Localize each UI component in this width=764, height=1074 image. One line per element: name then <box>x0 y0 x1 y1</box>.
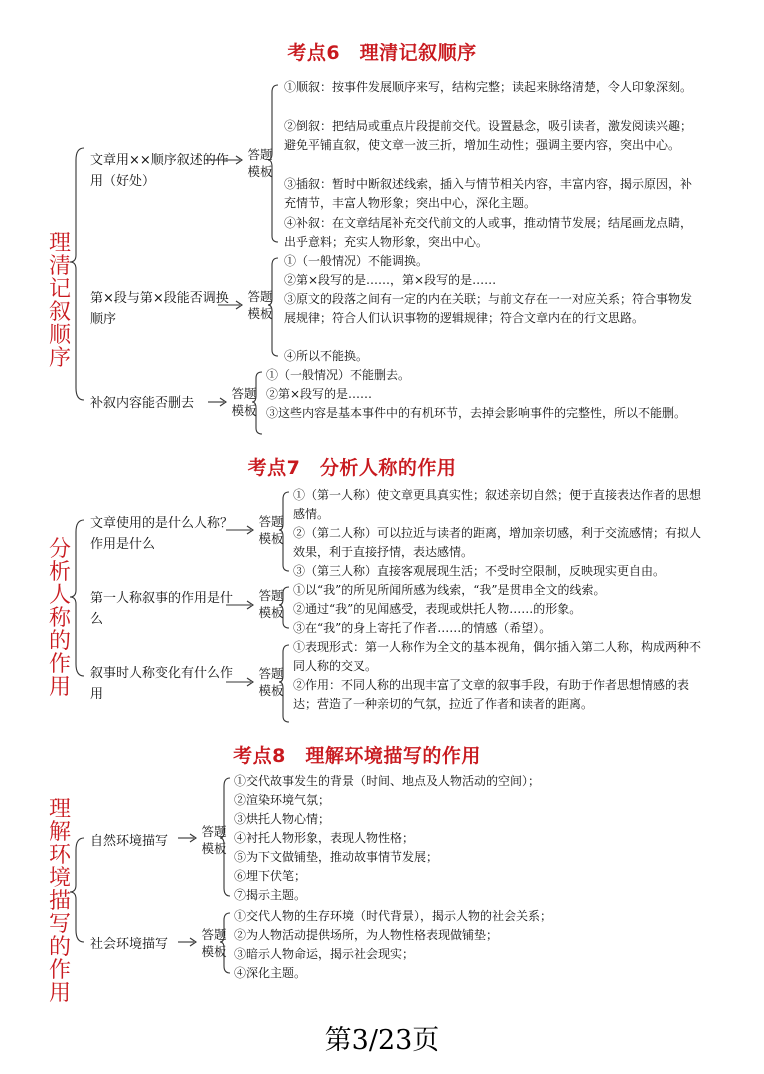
list-item: ①顺叙：按事件发展顺序来写，结构完整；读起来脉络清楚，令人印象深刻。 <box>284 80 693 94</box>
list-item: ①表现形式：第一人称作为全文的基本视角，偶尔插入第二人称，构成两种不同人称的交叉。 <box>293 640 702 673</box>
section-title-6: 考点6 理清记叙顺序 <box>287 42 477 64</box>
list-item: ④所以不能换。 <box>284 349 369 363</box>
list-item: ②渲染环境气氛； <box>234 793 331 807</box>
answer-template-label: 答题模板 <box>258 514 284 546</box>
list-item: ②第×段写的是……，第×段写的是…… <box>284 273 497 287</box>
list-item: ①（一般情况）不能调换。 <box>284 254 429 268</box>
list-item: ⑤为下文做铺垫，推动故事情节发展； <box>234 850 439 864</box>
section-title-8: 考点8 理解环境描写的作用 <box>233 745 481 767</box>
list-item: ①以“我”的所见所闻所感为线索，“我”是贯串全文的线索。 <box>293 583 606 597</box>
question-supplement-delete: 补叙内容能否删去 <box>90 396 195 411</box>
question-which-person: 文章使用的是什么人称？作用是什么 <box>90 516 234 552</box>
list-item: ②倒叙：把结局或重点片段提前交代。设置悬念，吸引读者，激发阅读兴趣；避免平铺直叙，使文章一波三折，增加生动性；强调主要内容，突出中心。 <box>284 119 693 152</box>
list-item: ①交代故事发生的背景（时间、地点及人物活动的空间）； <box>234 774 541 788</box>
brace-section-7 <box>70 520 84 676</box>
answer-template-label: 答题模板 <box>201 824 227 856</box>
question-social-environment: 社会环境描写 <box>90 937 169 952</box>
page-number: 第3/23页 <box>324 1025 440 1056</box>
answer-template-label: 答题模板 <box>258 588 284 620</box>
answer-template-label: 答题模板 <box>201 927 227 959</box>
question-swap-order: 第×段与第×段能否调换顺序 <box>90 291 229 327</box>
section-label-7: 分析人称的作用 <box>48 537 71 700</box>
list-item: ③插叙：暂时中断叙述线索，插入与情节相关内容，丰富内容，揭示原因，补充情节，丰富人物形象；突出中心，深化主题。 <box>284 177 693 210</box>
brace-section-6 <box>70 148 84 400</box>
list-item: ①交代人物的生存环境（时代背景），揭示人物的社会关系； <box>234 909 553 923</box>
list-item: ④衬托人物形象，表现人物性格； <box>234 831 415 845</box>
list-item: ②（第二人称）可以拉近与读者的距离，增加亲切感，利于交流感情；有拟人效果，利于直接抒情，表达感情。 <box>293 526 702 559</box>
question-first-person: 第一人称叙事的作用是什么 <box>90 591 234 627</box>
question-order-effect: 文章用××顺序叙述的作用（好处） <box>90 153 229 189</box>
list-item: ②作用：不同人称的出现丰富了文章的叙事手段，有助于作者思想情感的表达；营造了一种亲切的气氛，拉近了作者和读者的距离。 <box>293 678 690 711</box>
question-person-change: 叙事时人称变化有什么作用 <box>90 666 234 702</box>
list-item: ④深化主题。 <box>234 966 307 980</box>
list-item: ③这些内容是基本事件中的有机环节，去掉会影响事件的完整性，所以不能删。 <box>266 406 687 420</box>
answer-template-label: 答题模板 <box>258 666 284 698</box>
section-title-7: 考点7 分析人称的作用 <box>247 457 457 479</box>
list-item: ②第×段写的是…… <box>266 387 373 401</box>
list-item: ②为人物活动提供场所，为人物性格表现做铺垫； <box>234 928 499 942</box>
answer-template-label: 答题模板 <box>247 147 273 179</box>
list-item: ①（第一人称）使文章更具真实性；叙述亲切自然；便于直接表达作者的思想感情。 <box>293 488 702 521</box>
list-item: ⑥埋下伏笔； <box>234 869 307 883</box>
answer-template-label: 答题模板 <box>231 386 257 418</box>
section-label-8: 理解环境描写的作用 <box>48 797 71 1006</box>
list-item: ①（一般情况）不能删去。 <box>266 368 411 382</box>
question-natural-environment: 自然环境描写 <box>90 834 169 849</box>
section-label-6: 理清记叙顺序 <box>48 231 71 371</box>
list-item: ③暗示人物命运，揭示社会现实； <box>234 947 415 961</box>
list-item: ⑦揭示主题。 <box>234 888 307 902</box>
answer-template-label: 答题模板 <box>247 289 273 321</box>
list-item: ③在“我”的身上寄托了作者……的情感（希望）。 <box>293 621 552 635</box>
list-item: ④补叙：在文章结尾补充交代前文的人或事，推动情节发展；结尾画龙点睛，出乎意料；充实人物形象，突出中心。 <box>284 216 693 249</box>
list-item: ③原文的段落之间有一定的内在关联；与前文存在一一对应关系；符合事物发展规律；符合人们认识事物的逻辑规律；符合文章内在的行文思路。 <box>284 292 693 325</box>
list-item: ③烘托人物心情； <box>234 812 331 826</box>
list-item: ③（第三人称）直接客观展现生活；不受时空限制，反映现实更自由。 <box>293 564 666 578</box>
brace-section-8 <box>70 838 84 942</box>
list-item: ②通过“我”的见闻感受，表现或烘托人物……的形象。 <box>293 602 582 616</box>
